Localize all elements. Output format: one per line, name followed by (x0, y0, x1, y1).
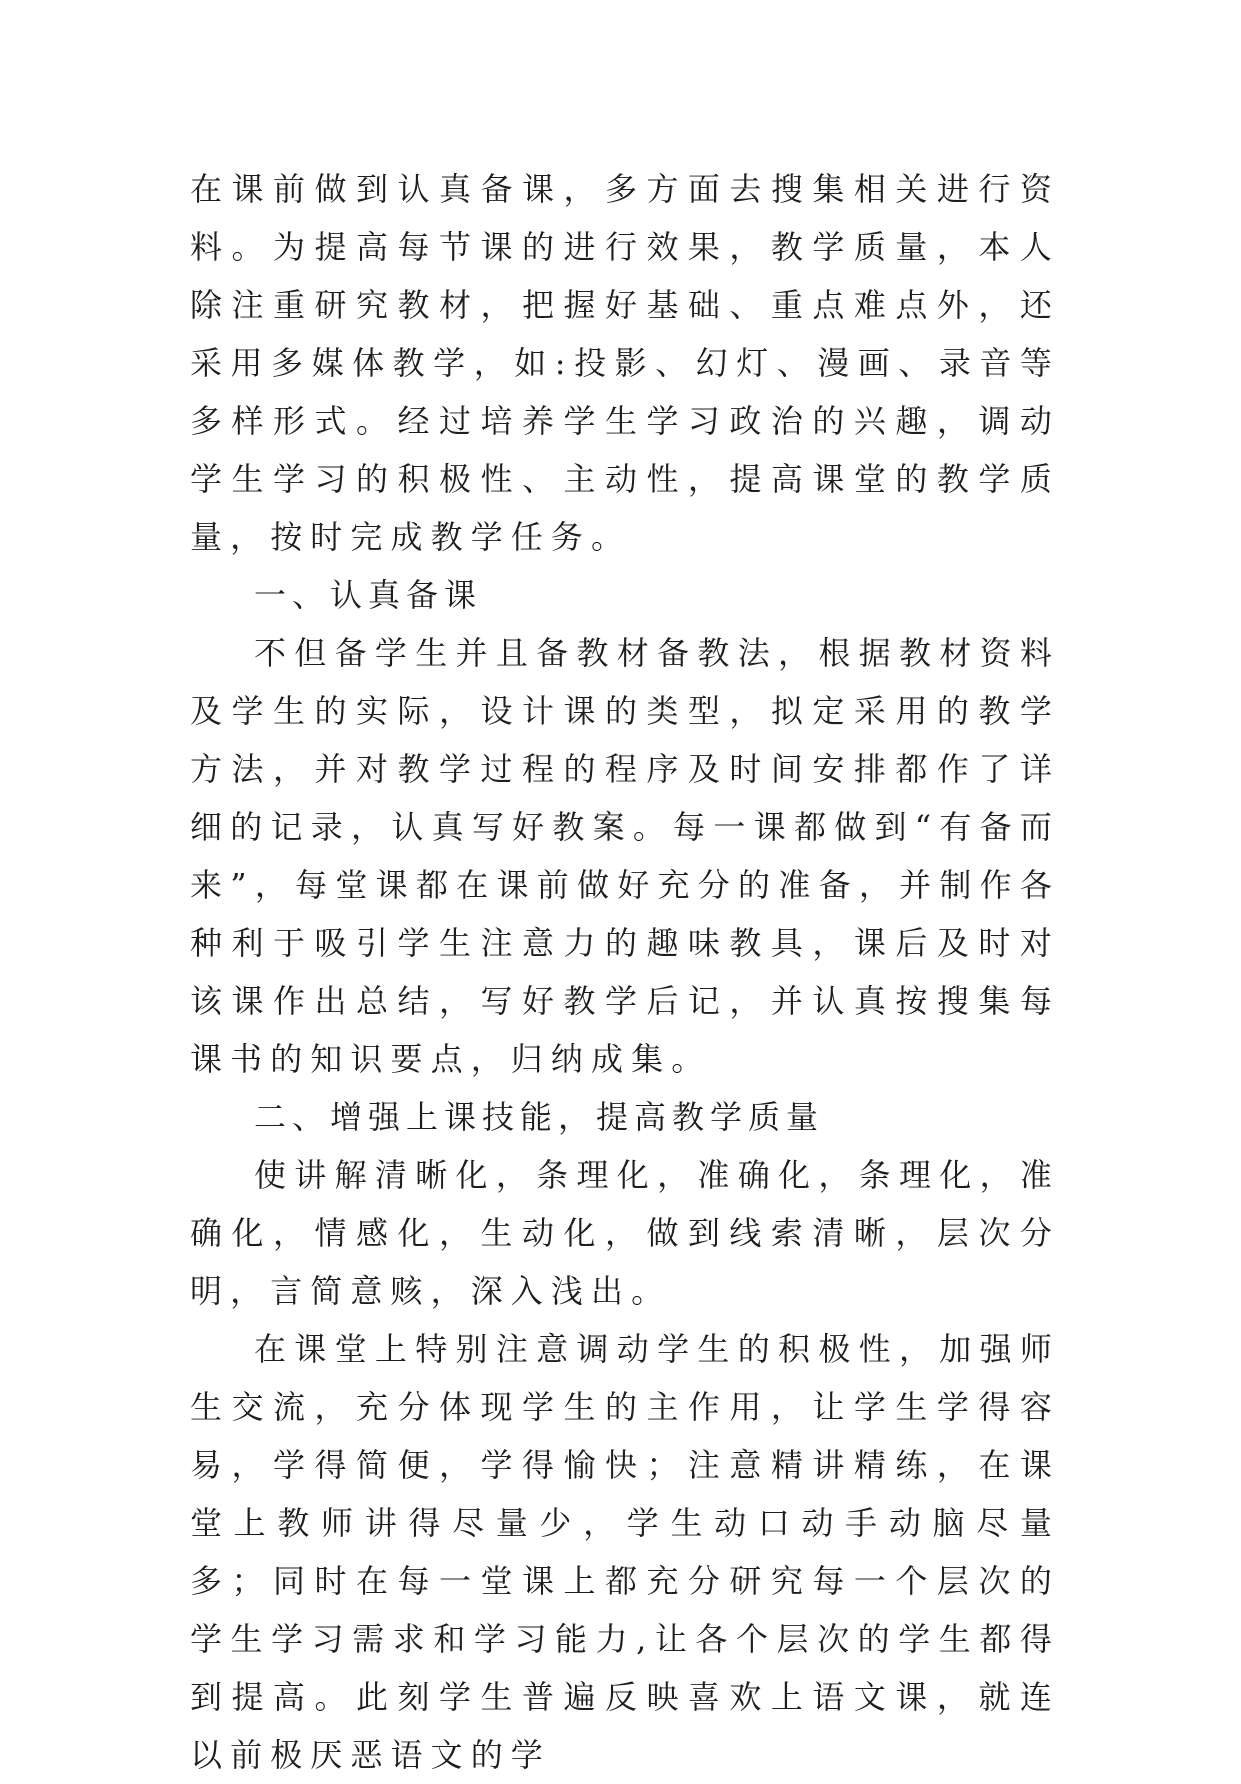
paragraph-intro: 在课前做到认真备课，多方面去搜集相关进行资料。为提高每节课的进行效果，教学质量，本人除注重研究教材，把握好基础、重点难点外，还采用多媒体教学，如:投影、幻灯、漫画、录音等多样形式。经过培养学生学习政治的兴趣，调动学生学习的积极性、主动性，提高课堂的教学质量，按时完成教学任务。 (190, 170, 1060, 556)
paragraph-classroom: 在课堂上特别注意调动学生的积极性，加强师生交流，充分体现学生的主作用，让学生学得容易，学得简便，学得愉快；注意精讲精练，在课堂上教师讲得尽量少，学生动口动手动脑尽量多；同时在每一堂课上都充分研究每一个层次的学生学习需求和学习能力,让各个层次的学生都得到提高。此刻学生普遍反映喜欢上语文课，就连以前极厌恶语文的学 (190, 1330, 1060, 1774)
document-body (190, 160, 1060, 1784)
section-heading-2: 二、增强上课技能，提高教学质量 (254, 1098, 825, 1136)
paragraph-explanation: 使讲解清晰化，条理化，准确化，条理化，准确化，情感化，生动化，做到线索清晰，层次分明，言简意赅，深入浅出。 (190, 1156, 1060, 1310)
section-heading-1: 一、认真备课 (254, 576, 483, 614)
paragraph-lesson-prep: 不但备学生并且备教材备教法，根据教材资料及学生的实际，设计课的类型，拟定采用的教学方法，并对教学过程的程序及时间安排都作了详细的记录，认真写好教案。每一课都做到“有备而来”，每堂课都在课前做好充分的准备，并制作各种利于吸引学生注意力的趣味教具，课后及时对该课作出总结，写好教学后记，并认真按搜集每课书的知识要点，归纳成集。 (190, 634, 1060, 1078)
